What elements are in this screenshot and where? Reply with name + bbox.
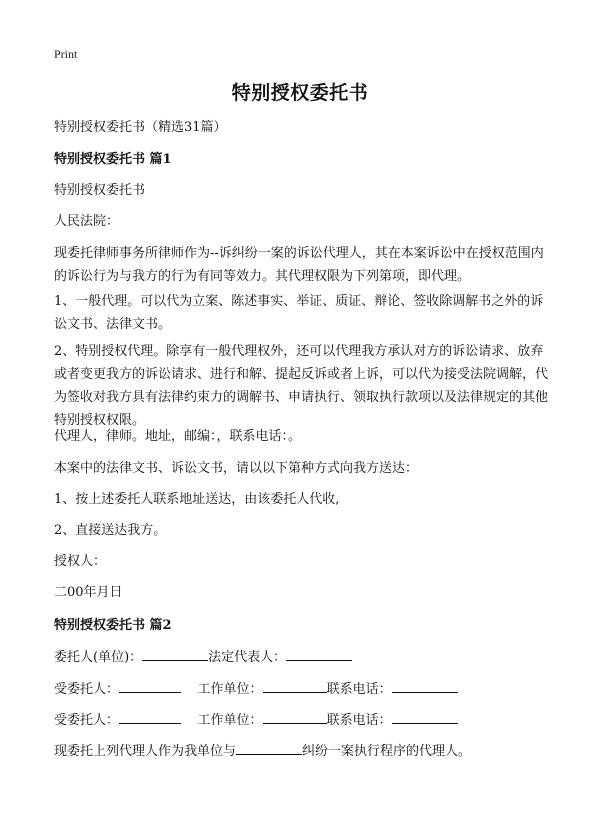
legal-rep-label: 法定代表人： (208, 650, 287, 665)
phone-label: 联系电话： (326, 713, 392, 728)
section2-heading: 特别授权委托书 篇2 (54, 618, 172, 633)
work-unit-label: 工作单位： (197, 713, 263, 728)
item-special-agency: 2、特别授权代理。除享有一般代理权外，还可以代理我方承认对方的诉讼请求、放弃或者变更我方的诉讼请求、进行和解、提起反诉或者上诉，可以代为接受法院调解，代为签收对我方具有法律约束力的调解书、申请执行、领取执行款项以及法律规定的其他特别授权权限。 (54, 344, 549, 428)
closing-line (54, 740, 552, 763)
agent-info: 代理人，律师。地址，邮编：，联系电话：。 (54, 429, 302, 444)
section1-heading: 特别授权委托书 篇1 (54, 152, 172, 167)
principal-label: 委托人(单位)： (54, 650, 143, 665)
agent-blank (119, 678, 181, 693)
agent-row-1 (54, 678, 552, 701)
date-line: 二00年月日 (54, 585, 123, 600)
agent-blank (119, 709, 181, 724)
closing-suffix: 纠纷一案执行程序的代理人。 (302, 744, 472, 759)
addressee: 人民法院： (54, 214, 120, 229)
section1-doc-name: 特别授权委托书 (54, 183, 146, 198)
work-unit-blank (263, 709, 327, 724)
work-unit-label: 工作单位： (197, 682, 263, 697)
print-link[interactable]: Print (54, 47, 78, 61)
phone-label: 联系电话： (326, 682, 392, 697)
grantor-label: 授权人： (54, 554, 107, 569)
phone-blank (392, 709, 458, 724)
delivery-intro: 本案中的法律文书、诉讼文书，请以以下第种方式向我方送达： (54, 461, 419, 476)
document-title: 特别授权委托书 (231, 82, 369, 104)
delivery-option-2: 2、直接送达我方。 (54, 523, 167, 538)
principal-row (54, 646, 552, 669)
work-unit-blank (263, 678, 327, 693)
dispute-party-blank (236, 740, 302, 755)
closing-prefix: 现委托上列代理人作为我单位与 (54, 744, 237, 759)
intro-paragraph: 现委托律师事务所律师作为--诉纠纷一案的诉讼代理人，其在本案诉讼中在授权范围内的诉讼行为与我方的行为有同等效力。其代理权限为下列第项，即代理。 (54, 246, 544, 284)
agent-row-2 (54, 709, 552, 732)
legal-rep-blank (286, 646, 352, 661)
principal-blank (142, 646, 208, 661)
document-subtitle: 特别授权委托书（精选31篇） (54, 120, 227, 135)
phone-blank (392, 678, 458, 693)
agent-label: 受委托人： (54, 682, 120, 697)
agent-label: 受委托人： (54, 713, 120, 728)
item-general-agency: 1、一般代理。可以代为立案、陈述事实、举证、质证、辩论、签收除调解书之外的诉讼文书、法律文书。 (54, 294, 544, 332)
delivery-option-1: 1、按上述委托人联系地址送达，由该委托人代收, (54, 492, 340, 507)
